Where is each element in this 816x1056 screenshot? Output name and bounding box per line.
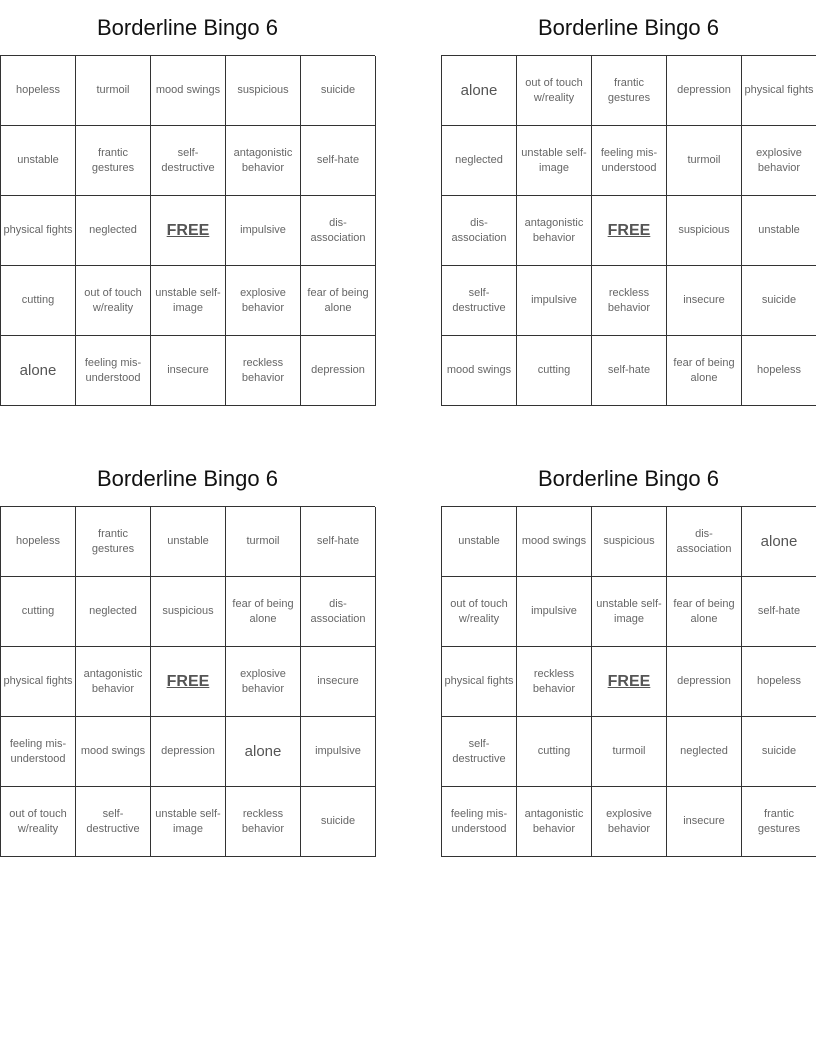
bingo-cell: reckless behavior — [517, 647, 592, 717]
bingo-cell: turmoil — [76, 56, 151, 126]
bingo-cell: unstable — [442, 507, 517, 577]
bingo-cell: impulsive — [517, 577, 592, 647]
bingo-cell: explosive behavior — [226, 647, 301, 717]
bingo-cell: suspicious — [667, 196, 742, 266]
bingo-grid — [441, 506, 816, 857]
bingo-cell: suspicious — [226, 56, 301, 126]
bingo-cell: impulsive — [517, 266, 592, 336]
bingo-cell: depression — [301, 336, 376, 406]
bingo-cell: antagonistic behavior — [226, 126, 301, 196]
bingo-cell: depression — [667, 647, 742, 717]
bingo-cell: antagonistic behavior — [76, 647, 151, 717]
bingo-cell: feeling mis-understood — [442, 787, 517, 857]
bingo-cell: suspicious — [151, 577, 226, 647]
bingo-cell: suicide — [301, 56, 376, 126]
bingo-cell: turmoil — [226, 507, 301, 577]
bingo-cell: neglected — [76, 196, 151, 266]
bingo-cell: suicide — [301, 787, 376, 857]
bingo-cell: impulsive — [301, 717, 376, 787]
bingo-cell: suicide — [742, 717, 816, 787]
bingo-cell: self-destructive — [442, 717, 517, 787]
card-title: Borderline Bingo 6 — [96, 15, 278, 40]
bingo-cell: unstable — [151, 507, 226, 577]
bingo-cell: cutting — [1, 266, 76, 336]
bingo-cell: unstable self-image — [592, 577, 667, 647]
bingo-cell: physical fights — [442, 647, 517, 717]
bingo-cell: self-hate — [592, 336, 667, 406]
bingo-cell: unstable self-image — [151, 266, 226, 336]
bingo-cell: reckless behavior — [592, 266, 667, 336]
bingo-cell: unstable — [742, 196, 816, 266]
bingo-card-2 — [441, 0, 816, 406]
bingo-cell: reckless behavior — [226, 336, 301, 406]
bingo-cell: physical fights — [1, 196, 76, 266]
bingo-cell: explosive behavior — [226, 266, 301, 336]
bingo-grid — [441, 55, 816, 406]
bingo-cell: hopeless — [1, 56, 76, 126]
bingo-cell: feeling mis-understood — [592, 126, 667, 196]
bingo-cell: fear of being alone — [667, 577, 742, 647]
bingo-cell: turmoil — [667, 126, 742, 196]
bingo-cell: physical fights — [742, 56, 816, 126]
bingo-cell: dis-association — [301, 577, 376, 647]
bingo-cell: insecure — [151, 336, 226, 406]
bingo-cell: dis-association — [667, 507, 742, 577]
bingo-cell: self-destructive — [442, 266, 517, 336]
bingo-cell: neglected — [667, 717, 742, 787]
bingo-cell: fear of being alone — [301, 266, 376, 336]
free-space: FREE — [151, 196, 226, 266]
bingo-cell: self-destructive — [151, 126, 226, 196]
bingo-card-1 — [0, 0, 375, 406]
bingo-cell: antagonistic behavior — [517, 196, 592, 266]
bingo-cell: explosive behavior — [742, 126, 816, 196]
bingo-cell: cutting — [1, 577, 76, 647]
bingo-cell: unstable self-image — [517, 126, 592, 196]
bingo-cell: impulsive — [226, 196, 301, 266]
bingo-cell: out of touch w/reality — [442, 577, 517, 647]
bingo-cell: depression — [151, 717, 226, 787]
bingo-cell: self-hate — [301, 507, 376, 577]
bingo-cell: fear of being alone — [667, 336, 742, 406]
bingo-cell: frantic gestures — [592, 56, 667, 126]
bingo-cell: alone — [226, 717, 301, 787]
bingo-cell: frantic gestures — [742, 787, 816, 857]
free-space: FREE — [151, 647, 226, 717]
bingo-cell: self-hate — [301, 126, 376, 196]
bingo-cell: suspicious — [592, 507, 667, 577]
bingo-cell: frantic gestures — [76, 126, 151, 196]
card-title: Borderline Bingo 6 — [537, 15, 719, 40]
card-title: Borderline Bingo 6 — [96, 466, 278, 491]
bingo-cell: mood swings — [517, 507, 592, 577]
bingo-cell: feeling mis-understood — [1, 717, 76, 787]
bingo-cell: out of touch w/reality — [76, 266, 151, 336]
bingo-cell: cutting — [517, 336, 592, 406]
bingo-cell: alone — [442, 56, 517, 126]
free-space: FREE — [592, 647, 667, 717]
bingo-cell: hopeless — [1, 507, 76, 577]
bingo-card-4 — [441, 451, 816, 857]
bingo-cell: reckless behavior — [226, 787, 301, 857]
free-space: FREE — [592, 196, 667, 266]
bingo-cell: cutting — [517, 717, 592, 787]
bingo-cell: self-destructive — [76, 787, 151, 857]
bingo-cell: hopeless — [742, 336, 816, 406]
bingo-cell: physical fights — [1, 647, 76, 717]
bingo-cell: self-hate — [742, 577, 816, 647]
bingo-cell: depression — [667, 56, 742, 126]
bingo-cell: out of touch w/reality — [517, 56, 592, 126]
bingo-cell: turmoil — [592, 717, 667, 787]
bingo-cell: mood swings — [151, 56, 226, 126]
bingo-cell: feeling mis-understood — [76, 336, 151, 406]
bingo-cell: neglected — [76, 577, 151, 647]
bingo-cell: insecure — [301, 647, 376, 717]
bingo-grid — [0, 55, 375, 406]
bingo-cell: alone — [742, 507, 816, 577]
bingo-grid — [0, 506, 375, 857]
bingo-cell: mood swings — [76, 717, 151, 787]
card-title: Borderline Bingo 6 — [537, 466, 719, 491]
bingo-cell: dis-association — [301, 196, 376, 266]
bingo-card-3 — [0, 451, 375, 857]
bingo-cell: alone — [1, 336, 76, 406]
bingo-cell: hopeless — [742, 647, 816, 717]
bingo-cell: insecure — [667, 266, 742, 336]
bingo-cell: insecure — [667, 787, 742, 857]
bingo-cell: neglected — [442, 126, 517, 196]
bingo-cell: out of touch w/reality — [1, 787, 76, 857]
bingo-cell: antagonistic behavior — [517, 787, 592, 857]
bingo-cell: explosive behavior — [592, 787, 667, 857]
bingo-cell: suicide — [742, 266, 816, 336]
bingo-cell: frantic gestures — [76, 507, 151, 577]
bingo-cell: fear of being alone — [226, 577, 301, 647]
bingo-cell: dis-association — [442, 196, 517, 266]
bingo-cell: unstable self-image — [151, 787, 226, 857]
bingo-cell: unstable — [1, 126, 76, 196]
bingo-cell: mood swings — [442, 336, 517, 406]
